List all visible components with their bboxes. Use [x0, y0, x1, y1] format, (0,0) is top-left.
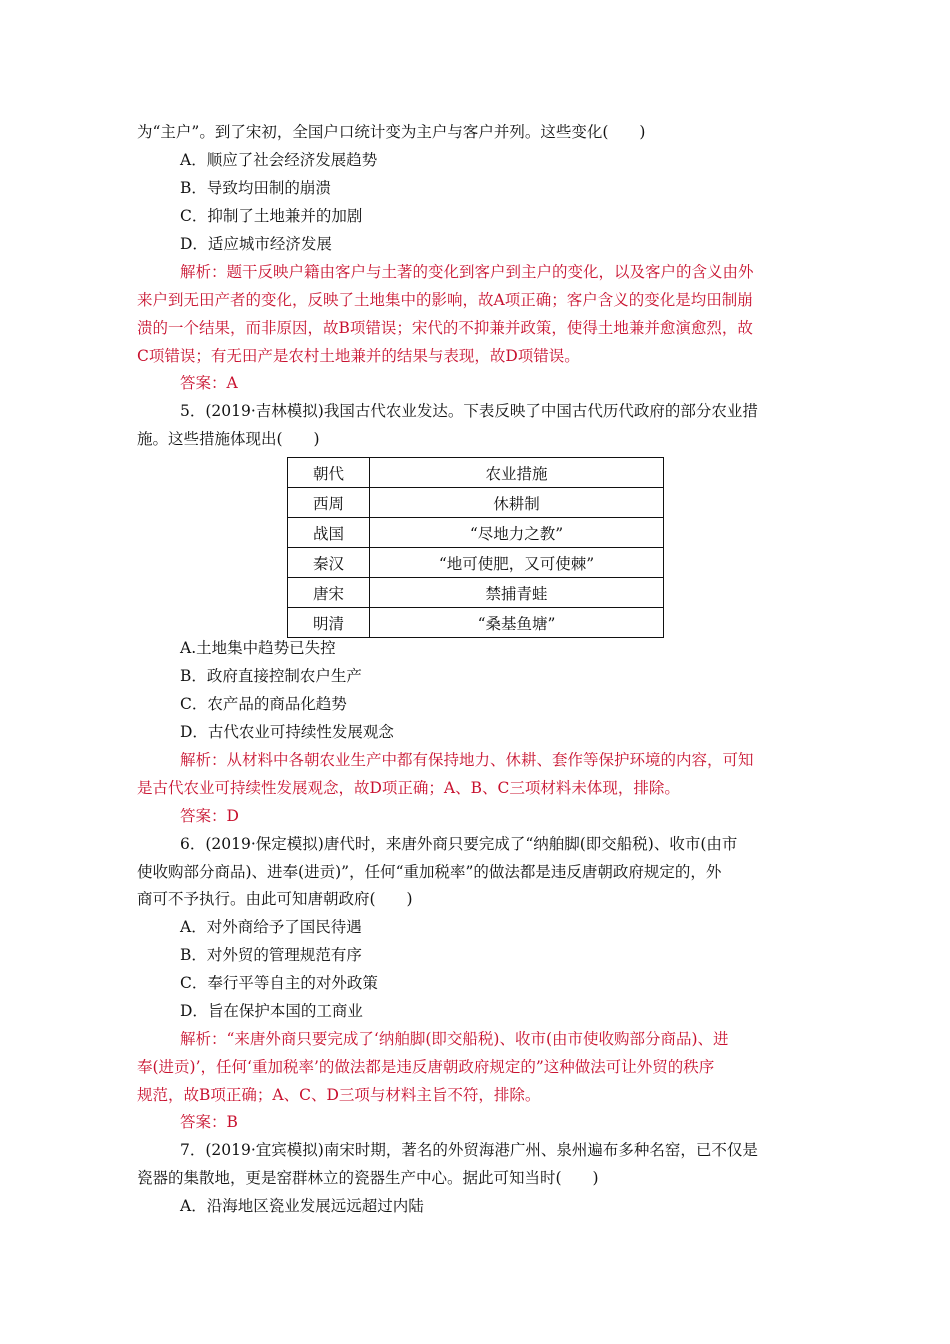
q5-analysis-line: 是古代农业可持续性发展观念，故D项正确；A、B、C三项材料未体现，排除。 — [137, 779, 680, 797]
q5-option-d: D．古代农业可持续性发展观念 — [180, 723, 394, 741]
q6-stem-line: 使收购部分商品)、进奉(进贡)”，任何“重加税率”的做法都是违反唐朝政府规定的，外 — [137, 863, 722, 881]
q7-stem-line: 7．(2019·宜宾模拟)南宋时期，著名的外贸海港广州、泉州遍布多种名窑，已不仅是 — [180, 1141, 758, 1159]
q5-stem-line: 5．(2019·吉林模拟)我国古代农业发达。下表反映了中国古代历代政府的部分农业措 — [180, 402, 758, 420]
q6-stem-line: 商可不予执行。由此可知唐朝政府( ) — [137, 890, 413, 908]
table-row — [288, 488, 664, 518]
q6-analysis-line: 规范，故B项正确；A、C、D三项与材料主旨不符，排除。 — [137, 1086, 541, 1104]
q4-analysis-line: C项错误；有无田产是农村土地兼并的结果与表现，故D项错误。 — [137, 347, 580, 365]
q6-option-a: A．对外商给予了国民待遇 — [180, 918, 362, 936]
q5-stem-line: 施。这些措施体现出( ) — [137, 430, 320, 448]
q6-answer: 答案：B — [180, 1113, 238, 1131]
q4-option-c: C．抑制了土地兼并的加剧 — [180, 207, 363, 225]
q5-answer: 答案：D — [180, 807, 239, 825]
q7-option-a: A．沿海地区瓷业发展远远超过内陆 — [180, 1197, 424, 1215]
q4-option-a: A．顺应了社会经济发展趋势 — [180, 151, 378, 169]
q4-analysis-line: 来户到无田产者的变化，反映了土地集中的影响，故A项正确；客户含义的变化是均田制崩 — [137, 291, 753, 309]
q4-option-b: B．导致均田制的崩溃 — [180, 179, 331, 197]
q5-analysis-line: 解析：从材料中各朝农业生产中都有保持地力、休耕、套作等保护环境的内容，可知 — [180, 751, 754, 769]
table-cell-measure: 休耕制 — [370, 488, 664, 518]
q4-answer: 答案：A — [180, 374, 238, 392]
q6-option-b: B．对外贸的管理规范有序 — [180, 946, 362, 964]
q6-analysis-line: 奉(进贡)’，任何‘重加税率’的做法都是违反唐朝政府规定的”这种做法可让外贸的秩序 — [137, 1058, 715, 1076]
table-row — [288, 518, 664, 548]
table-row — [288, 578, 664, 608]
q4-analysis-line: 溃的一个结果，而非原因，故B项错误；宋代的不抑兼并政策，使得土地兼并愈演愈烈，故 — [137, 319, 753, 337]
table-row — [288, 608, 664, 638]
table-cell-dynasty: 唐宋 — [288, 578, 370, 608]
table-header-measures: 农业措施 — [370, 458, 664, 488]
table-header-row — [288, 458, 664, 488]
q5-option-c: C．农产品的商品化趋势 — [180, 695, 347, 713]
table-cell-dynasty: 明清 — [288, 608, 370, 638]
q4-option-d: D．适应城市经济发展 — [180, 235, 332, 253]
q6-option-d: D．旨在保护本国的工商业 — [180, 1002, 363, 1020]
table-cell-dynasty: 西周 — [288, 488, 370, 518]
table-cell-measure: “地可使肥，又可使棘” — [370, 548, 664, 578]
agriculture-measures-table — [287, 457, 664, 638]
table-cell-dynasty: 秦汉 — [288, 548, 370, 578]
table-header-dynasty: 朝代 — [288, 458, 370, 488]
q7-stem-line: 瓷器的集散地，更是窑群林立的瓷器生产中心。据此可知当时( ) — [137, 1169, 599, 1187]
q6-analysis-line: 解析：“来唐外商只要完成了‘纳舶脚(即交船税)、收市(由市使收购部分商品)、进 — [180, 1030, 729, 1048]
table-cell-measure: “尽地力之教” — [370, 518, 664, 548]
q6-option-c: C．奉行平等自主的对外政策 — [180, 974, 378, 992]
table-cell-measure: “桑基鱼塘” — [370, 608, 664, 638]
q5-option-a: A.土地集中趋势已失控 — [180, 639, 336, 657]
table-row — [288, 548, 664, 578]
q6-stem-line: 6．(2019·保定模拟)唐代时，来唐外商只要完成了“纳舶脚(即交船税)、收市(由市 — [180, 835, 738, 853]
table-cell-dynasty: 战国 — [288, 518, 370, 548]
table-cell-measure: 禁捕青蛙 — [370, 578, 664, 608]
q4-analysis-line: 解析：题干反映户籍由客户与土著的变化到客户到主户的变化，以及客户的含义由外 — [180, 263, 754, 281]
q4-stem-line: 为“主户”。到了宋初，全国户口统计变为主户与客户并列。这些变化( ) — [137, 123, 646, 141]
q5-option-b: B．政府直接控制农户生产 — [180, 667, 362, 685]
